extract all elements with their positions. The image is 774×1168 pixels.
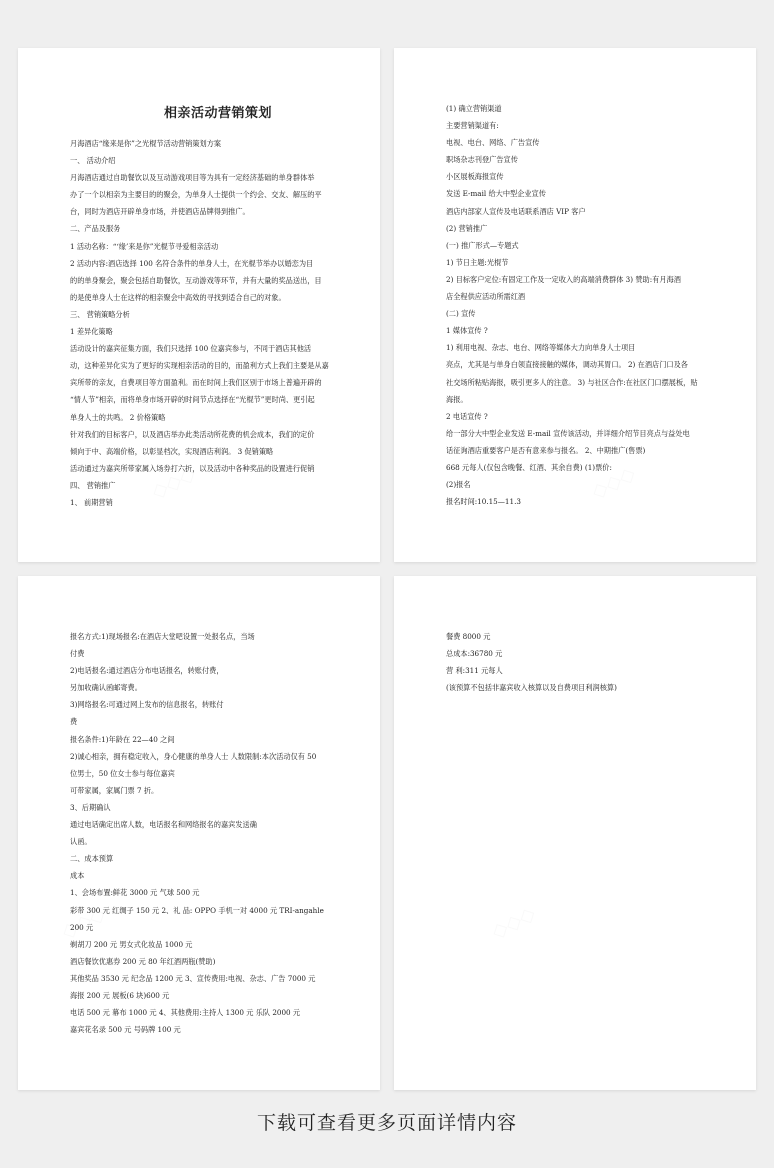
text-line: 活动设计的嘉宾征集方面，我们只选择 100 位嘉宾参与，不同于酒店其他活 (70, 344, 312, 354)
text-line: 酒店内部家人宣传及电话联系酒店 VIP 客户 (446, 206, 586, 216)
text-line: 海报 200 元 展板(6 块)600 元 (70, 990, 170, 1000)
text-line: 酒店餐饮优惠券 200 元 80 年红酒两瓶(赞助) (70, 956, 216, 966)
text-line: 动，这种差异化实为了更好的实现相亲活动的目的，而盈利方式上我们主要是从嘉 (70, 361, 329, 371)
text-line: 3)网络报名:可通过网上发布的信息报名，转账付 (70, 700, 224, 710)
text-line: 位男士，50 位女士参与每位嘉宾 (70, 768, 175, 778)
text-line: 的是使单身人士在这样的相亲聚会中高效的寻找到适合自己的对象。 (70, 292, 286, 302)
text-line: “情人节”相亲，而将单身市场开辟的时间节点选择在“光棍节”更时尚、更引起 (70, 395, 315, 405)
text-line: 海报。 (446, 394, 468, 404)
text-line: 话征询酒店重要客户是否有意来参与报名。 2、中期推广(售票) (446, 445, 646, 455)
text-line: 活动通过为嘉宾所带家属入场券打六折，以及活动中各种奖品的设置进行促销 (70, 463, 315, 473)
text-line: 通过电话确定出席人数，电话报名和网络报名的嘉宾发送确 (70, 820, 257, 830)
text-line: (二) 宣传 (446, 309, 476, 319)
text-line: 餐费 8000 元 (446, 632, 491, 641)
text-line: 营 利:311 元每人 (446, 666, 503, 676)
text-line: 社交场所粘贴海报，吸引更多人的注意。 3) 与社区合作:在社区门口摆展板，贴 (446, 377, 698, 387)
text-line: 的的单身聚会，聚会包括自助餐饮，互动游戏等环节，并有大量的奖品送出，目 (70, 275, 322, 285)
text-line: 店全程供应活动所需红酒 (446, 292, 526, 302)
text-line: (该预算不包括非嘉宾收入核算以及自费项目利润核算) (446, 683, 617, 693)
text-line: 2 电话宣传 ? (446, 411, 488, 421)
text-line: 针对我们的目标客户，以及酒店举办此类活动所花费的机会成本，我们的定价 (70, 429, 315, 439)
text-line: 亮点，尤其是与单身白领直接接触的媒体，调动其胃口。 2) 在酒店门口及各 (446, 360, 688, 370)
text-line: 668 元每人(仅包含晚餐、红酒、其余自费) (1)票价: (446, 462, 612, 472)
document-page-3 (18, 576, 380, 1090)
text-line: 费 (70, 717, 78, 727)
text-line: 电话 500 元 幕布 1000 元 4、其他费用:主持人 1300 元 乐队 2000 元 (70, 1008, 301, 1018)
text-line: (2) 营销推广 (446, 223, 488, 233)
text-line: 月海酒店“缘来是你”之光棍节活动营销策划方案 (70, 139, 222, 148)
text-line: 电视、电台、网络、广告宣传 (446, 138, 540, 148)
text-line: 1) 节日主题:光棍节 (446, 257, 509, 267)
text-line: 1) 利用电视、杂志、电台、网络等媒体大力向单身人士项目 (446, 343, 636, 353)
page-4-text (446, 628, 742, 696)
text-line: 月海酒店通过自助餐饮以及互动游戏项目等为具有一定经济基础的单身群体举 (70, 173, 315, 183)
text-line: 另加收确认函邮寄费。 (70, 683, 142, 693)
text-line: 彩带 300 元 红绸子 150 元 2、礼 品: OPPO 手机一对 4000 元 TRI-angahle (70, 905, 324, 915)
text-line: 报名条件:1)年龄在 22—40 之间 (70, 734, 175, 744)
text-line: 付费 (70, 649, 85, 659)
document-page-4 (394, 576, 756, 1090)
page-1-text (70, 135, 366, 511)
text-line: 2) 目标客户定位:有固定工作及一定收入的高端消费群体 3) 赞助:有月海酒 (446, 274, 681, 284)
document-page-2 (394, 48, 756, 562)
text-line: 可带家属，家属门票 7 折。 (70, 785, 159, 795)
text-line: 报名时间:10.15—11.3 (446, 497, 521, 507)
text-line: 1、会场布置:鲜花 3000 元 气球 500 元 (70, 888, 200, 898)
text-line: 1 活动名称：“‘缘’来是你”光棍节寻爱相亲活动 (70, 241, 219, 251)
text-line: 倾向于中、高端价格，以彰显档次，实现酒店利润。 3 促销策略 (70, 446, 274, 456)
page-3-text (70, 628, 366, 1038)
text-line: 成本 (70, 871, 85, 881)
text-line: 宾所带的亲友，自费项目等方面盈利。而在时间上我们区别于市场上普遍开辟的 (70, 378, 322, 388)
text-line: 1 媒体宣传 ? (446, 326, 488, 336)
text-line: 小区展板海报宣传 (446, 172, 504, 182)
text-line: 认函。 (70, 837, 92, 847)
text-line: 1、 前期营销 (70, 497, 113, 507)
text-line: 总成本:36780 元 (446, 649, 503, 659)
text-line: 单身人士的共鸣。 2 价格策略 (70, 412, 166, 422)
text-line: (1) 确立营销渠道 (446, 104, 502, 113)
text-line: 2)电话报名:通过酒店分布电话报名，转账付费， (70, 666, 224, 676)
text-line: 三、 营销策略分析 (70, 309, 130, 319)
text-line: (一) 推广形式—专题式 (446, 240, 519, 250)
document-title: 相亲活动营销策划 (163, 106, 272, 121)
text-line: 办了一个以相亲为主要目的的聚会，为单身人士提供一个约会、交友、解压的平 (70, 190, 322, 200)
text-line: 200 元 (70, 922, 94, 932)
text-line: 台，同时为酒店开辟单身市场，并使酒店品牌得到推广。 (70, 207, 250, 217)
text-line: 2)诚心相亲，拥有稳定收入，身心健康的单身人士 人数限制:本次活动仅有 50 (70, 751, 317, 761)
text-line: 其他奖品 3530 元 纪念品 1200 元 3、宣传费用:电视、杂志、广告 7000 元 (70, 973, 316, 983)
page-2-text (446, 100, 742, 510)
text-line: 二、成本预算 (70, 854, 114, 864)
text-line: 一、 活动介绍 (70, 156, 116, 166)
text-line: 3、后期确认 (70, 802, 111, 812)
text-line: 发送 E-mail 给大中型企业宣传 (446, 189, 546, 199)
text-line: 职场杂志刊登广告宣传 (446, 155, 518, 165)
text-line: 2 活动内容:酒店选择 100 名符合条件的单身人士，在光棍节举办以婚恋为目 (70, 258, 314, 268)
text-line: 二、产品及服务 (70, 224, 121, 234)
text-line: 报名方式:1)现场报名:在酒店大堂吧设置一处报名点，当场 (70, 632, 255, 641)
text-line: 剃胡刀 200 元 男女式化妆品 1000 元 (70, 939, 193, 949)
text-line: (2)报名 (446, 480, 471, 490)
text-line: 四、 营销推广 (70, 480, 116, 490)
download-prompt[interactable]: 下载可查看更多页面详情内容 (256, 1112, 517, 1134)
text-line: 嘉宾花名录 500 元 号码牌 100 元 (70, 1025, 181, 1035)
text-line: 1 差异化策略 (70, 327, 113, 337)
text-line: 主要营销渠道有: (446, 121, 499, 131)
document-page-1 (18, 48, 380, 562)
text-line: 给一部分大中型企业发送 E-mail 宣传该活动，并详细介绍节目亮点与益处电 (446, 428, 690, 438)
